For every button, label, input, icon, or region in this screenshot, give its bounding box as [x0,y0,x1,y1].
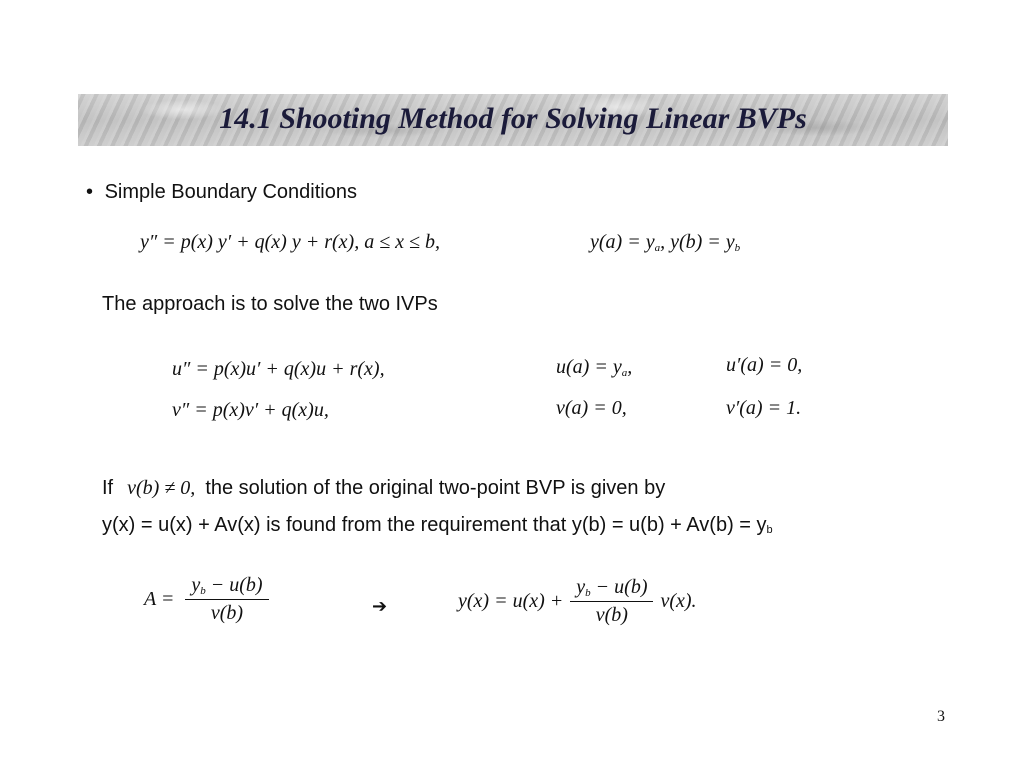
u-bc1-end: , [627,356,633,378]
bc-b-sub: b [734,242,741,254]
formula-a-fraction [185,574,268,625]
formula-a-lhs: A = [144,588,175,610]
condition-if: If [102,477,114,499]
formula-y [458,576,697,627]
v-bc2: v′(a) = 1. [726,397,802,419]
approach-text: The approach is to solve the two IVPs [102,293,438,315]
formula-a-numerator [185,574,268,600]
ode-equation: y″ = p(x) y′ + q(x) y + r(x), a ≤ x ≤ b, [140,231,441,253]
condition-expr: v(b) ≠ 0, [127,477,196,499]
bc-a: y(a) = y [590,231,655,253]
bc-b: , y(b) = y [660,231,735,253]
boundary-conditions [590,231,740,254]
formula-a-denominator: v(b) [210,602,244,624]
num-rest: − u(b) [205,574,263,596]
formula-y-rhs: v(x). [660,590,697,612]
solution-sub: b [766,524,773,536]
u-bc1-sub: a [621,367,628,379]
formula-y-denominator: v(b) [595,604,628,626]
u-ode: u″ = p(x)u′ + q(x)u + r(x), [172,358,385,380]
u-bc2: u′(a) = 0, [726,354,803,376]
num-rest: − u(b) [590,576,648,598]
v-bc1: v(a) = 0, [556,397,627,419]
formula-y-numerator [570,576,653,602]
formula-a [144,574,269,625]
bullet-text: Simple Boundary Conditions [104,181,357,203]
title-bar [78,94,948,146]
arrow-icon: ➔ [372,596,388,617]
num-y: y [191,574,201,596]
solution-line [102,514,773,537]
slide-title: 14.1 Shooting Method for Solving Linear BVPs [219,102,807,135]
u-bc1 [556,356,632,379]
formula-y-lhs: y(x) = u(x) + [458,590,564,612]
num-y: y [576,576,586,598]
num-sub: b [200,585,206,597]
bc-a-sub: a [654,242,661,254]
condition-line [102,477,665,500]
condition-rest: the solution of the original two-point BVP is given by [205,477,666,499]
formula-y-fraction [570,576,653,627]
v-ode: v″ = p(x)v′ + q(x)u, [172,399,329,421]
page-number: 3 [937,708,945,725]
num-sub: b [585,587,591,599]
solution-text: y(x) = u(x) + Av(x) is found from the requirement that y(b) = u(b) + Av(b) = y [102,514,767,536]
u-bc1-text: u(a) = y [556,356,622,378]
bullet-item [86,181,357,204]
bullet-icon: • [86,181,94,203]
